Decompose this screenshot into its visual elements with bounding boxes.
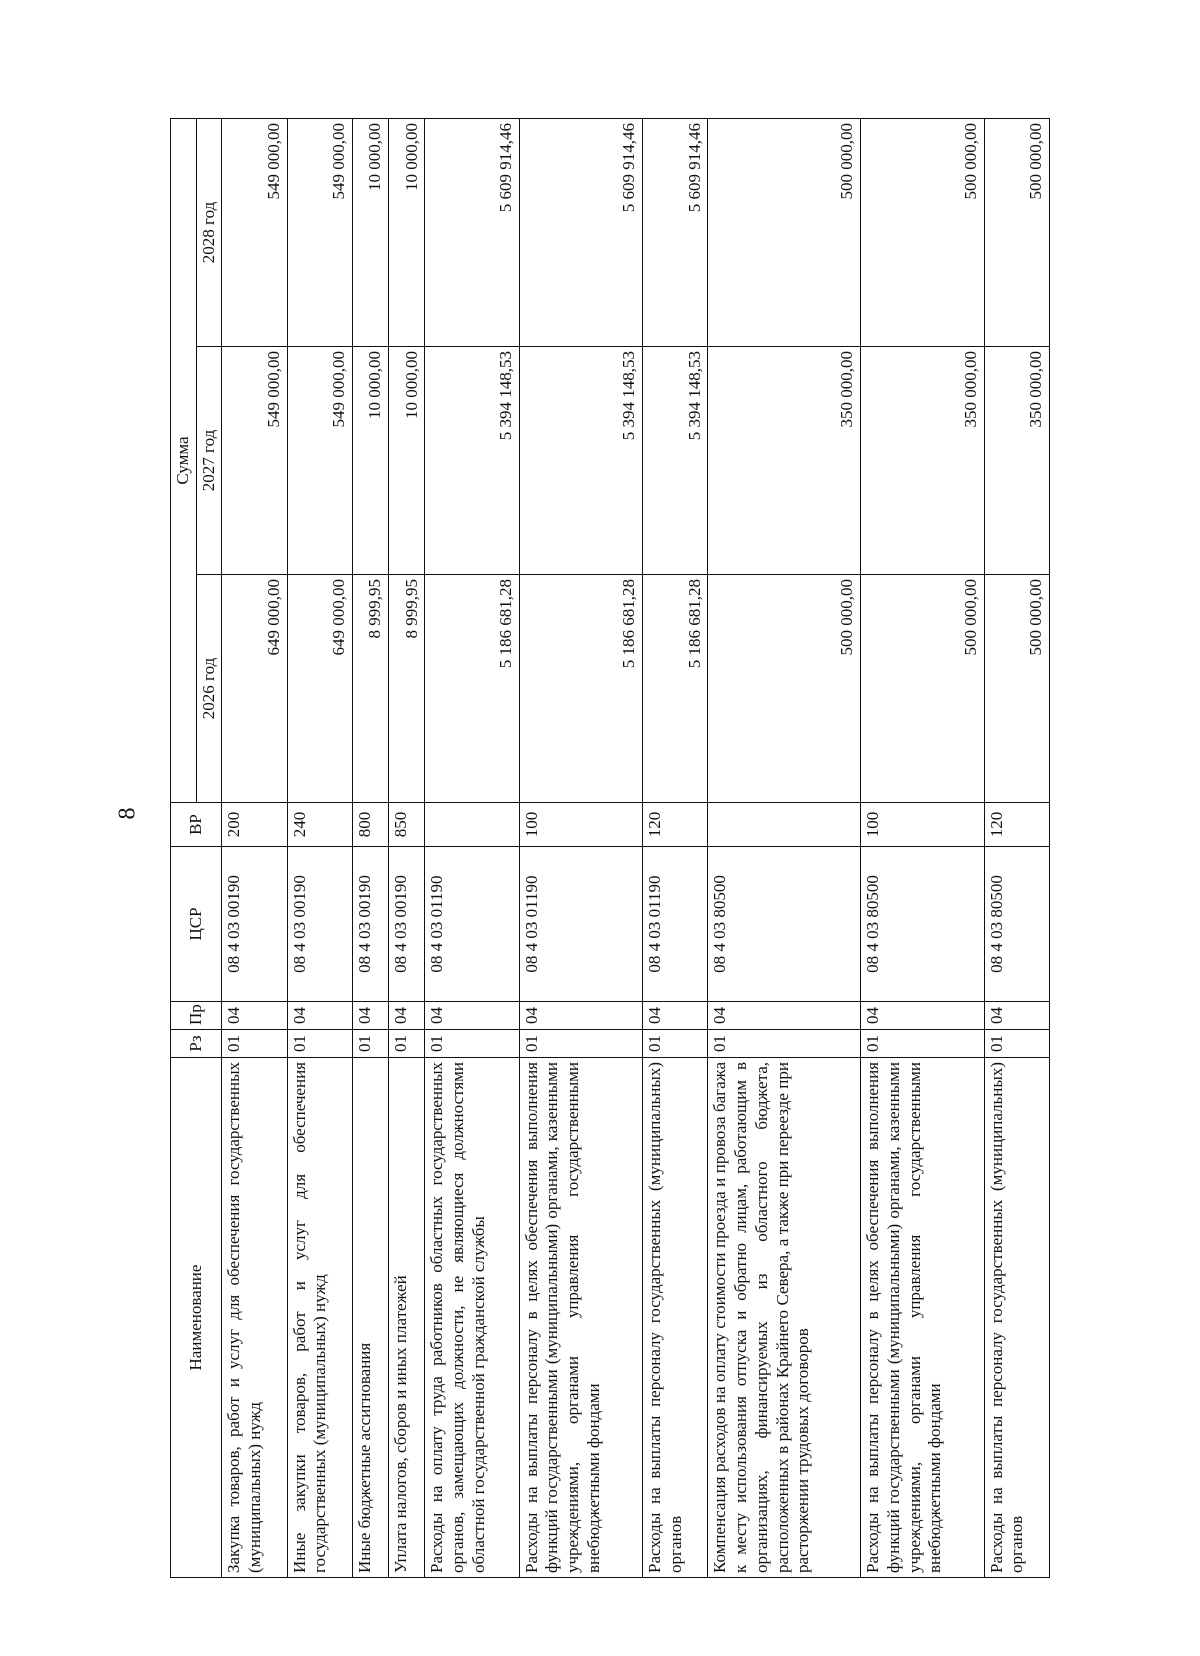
row-sum-2026: 8 999,95	[353, 575, 389, 803]
row-sum-2026: 649 000,00	[287, 575, 352, 803]
row-sum-2027: 350 000,00	[708, 347, 861, 575]
row-pr: 04	[353, 1002, 389, 1030]
header-sum: Сумма	[171, 119, 197, 803]
row-vr: 240	[287, 803, 352, 847]
row-sum-2026: 5 186 681,28	[643, 575, 708, 803]
row-sum-2028: 549 000,00	[222, 119, 287, 347]
row-sum-2026: 649 000,00	[222, 575, 287, 803]
row-sum-2027: 10 000,00	[353, 347, 389, 575]
row-sum-2027: 5 394 148,53	[643, 347, 708, 575]
row-csr: 08 4 03 80500	[984, 847, 1049, 1002]
table-row	[389, 119, 425, 1578]
page-number: 8	[114, 807, 141, 820]
header-pr: Пр	[171, 1002, 222, 1030]
header-vr: ВР	[171, 803, 222, 847]
row-pr: 04	[287, 1002, 352, 1030]
row-sum-2028: 500 000,00	[861, 119, 985, 347]
row-vr: 800	[353, 803, 389, 847]
table-row	[353, 119, 389, 1578]
table-row	[222, 119, 287, 1578]
row-rz: 01	[643, 1030, 708, 1058]
header-name: Наименование	[171, 1058, 222, 1578]
row-pr: 04	[389, 1002, 425, 1030]
row-pr: 04	[643, 1002, 708, 1030]
row-vr: 120	[643, 803, 708, 847]
row-rz: 01	[519, 1030, 643, 1058]
row-csr: 08 4 03 01190	[519, 847, 643, 1002]
row-csr: 08 4 03 00190	[389, 847, 425, 1002]
row-pr: 04	[222, 1002, 287, 1030]
row-csr: 08 4 03 00190	[222, 847, 287, 1002]
row-rz: 01	[287, 1030, 352, 1058]
row-sum-2027: 549 000,00	[222, 347, 287, 575]
row-pr: 04	[708, 1002, 861, 1030]
row-pr: 04	[861, 1002, 985, 1030]
row-rz: 01	[861, 1030, 985, 1058]
budget-table	[170, 118, 1050, 1578]
row-vr: 200	[222, 803, 287, 847]
row-name: Расходы на оплату труда работников областных государственных органов, замещающих должности, не являющиеся должностями областной государственной гражданской службы	[425, 1058, 519, 1578]
row-sum-2028: 500 000,00	[984, 119, 1049, 347]
row-sum-2028: 5 609 914,46	[643, 119, 708, 347]
row-csr: 08 4 03 80500	[861, 847, 985, 1002]
row-sum-2026: 500 000,00	[708, 575, 861, 803]
row-sum-2027: 549 000,00	[287, 347, 352, 575]
row-name: Компенсация расходов на оплату стоимости проезда и провоза багажа к месту использования отпуска и обратно лицам, работающим в организациях, финансируемых из областного бюджета, расположенных в районах Крайнего Севера, а также при переезде при расторжении трудовых договоров	[708, 1058, 861, 1578]
table-row	[708, 119, 861, 1578]
row-name: Расходы на выплаты персоналу государственных (муниципальных) органов	[643, 1058, 708, 1578]
row-vr	[425, 803, 519, 847]
row-sum-2027: 350 000,00	[861, 347, 985, 575]
row-name: Уплата налогов, сборов и иных платежей	[389, 1058, 425, 1578]
row-pr: 04	[519, 1002, 643, 1030]
row-pr: 04	[984, 1002, 1049, 1030]
row-sum-2027: 5 394 148,53	[425, 347, 519, 575]
row-rz: 01	[984, 1030, 1049, 1058]
row-sum-2026: 8 999,95	[389, 575, 425, 803]
header-row	[171, 119, 197, 1578]
row-sum-2028: 10 000,00	[353, 119, 389, 347]
row-name: Расходы на выплаты персоналу в целях обеспечения выполнения функций государственными (муниципальными) органами, казенными учреждениями, органами управления государственными внебюджетными фондами	[861, 1058, 985, 1578]
header-csr: ЦСР	[171, 847, 222, 1002]
row-sum-2028: 5 609 914,46	[425, 119, 519, 347]
row-vr: 850	[389, 803, 425, 847]
row-pr: 04	[425, 1002, 519, 1030]
row-sum-2028: 10 000,00	[389, 119, 425, 347]
row-sum-2028: 500 000,00	[708, 119, 861, 347]
row-sum-2027: 10 000,00	[389, 347, 425, 575]
row-sum-2027: 5 394 148,53	[519, 347, 643, 575]
row-name: Иные бюджетные ассигнования	[353, 1058, 389, 1578]
row-sum-2027: 350 000,00	[984, 347, 1049, 575]
row-sum-2026: 500 000,00	[861, 575, 985, 803]
row-vr	[708, 803, 861, 847]
row-csr: 08 4 03 01190	[425, 847, 519, 1002]
table-row	[425, 119, 519, 1578]
table-row	[287, 119, 352, 1578]
header-rz: Рз	[171, 1030, 222, 1058]
table-row	[984, 119, 1049, 1578]
row-sum-2026: 5 186 681,28	[425, 575, 519, 803]
row-name: Иные закупки товаров, работ и услуг для обеспечения государственных (муниципальных) нужд	[287, 1058, 352, 1578]
row-name: Расходы на выплаты персоналу государственных (муниципальных) органов	[984, 1058, 1049, 1578]
row-csr: 08 4 03 00190	[353, 847, 389, 1002]
row-sum-2026: 5 186 681,28	[519, 575, 643, 803]
row-vr: 100	[519, 803, 643, 847]
row-name: Закупка товаров, работ и услуг для обеспечения государственных (муниципальных) нужд	[222, 1058, 287, 1578]
row-name: Расходы на выплаты персоналу в целях обеспечения выполнения функций государственными (муниципальными) органами, казенными учреждениями, органами управления государственными внебюджетными фондами	[519, 1058, 643, 1578]
row-csr: 08 4 03 00190	[287, 847, 352, 1002]
row-sum-2026: 500 000,00	[984, 575, 1049, 803]
table-body	[222, 119, 1050, 1578]
header-2028: 2028 год	[196, 119, 222, 347]
header-2026: 2026 год	[196, 575, 222, 803]
row-csr: 08 4 03 80500	[708, 847, 861, 1002]
row-rz: 01	[708, 1030, 861, 1058]
table-row	[643, 119, 708, 1578]
table-row	[861, 119, 985, 1578]
row-vr: 100	[861, 803, 985, 847]
row-rz: 01	[389, 1030, 425, 1058]
row-sum-2028: 549 000,00	[287, 119, 352, 347]
row-rz: 01	[425, 1030, 519, 1058]
rotated-table-container	[170, 118, 1050, 1578]
row-csr: 08 4 03 01190	[643, 847, 708, 1002]
row-sum-2028: 5 609 914,46	[519, 119, 643, 347]
header-2027: 2027 год	[196, 347, 222, 575]
row-rz: 01	[353, 1030, 389, 1058]
table-row	[519, 119, 643, 1578]
row-rz: 01	[222, 1030, 287, 1058]
row-vr: 120	[984, 803, 1049, 847]
